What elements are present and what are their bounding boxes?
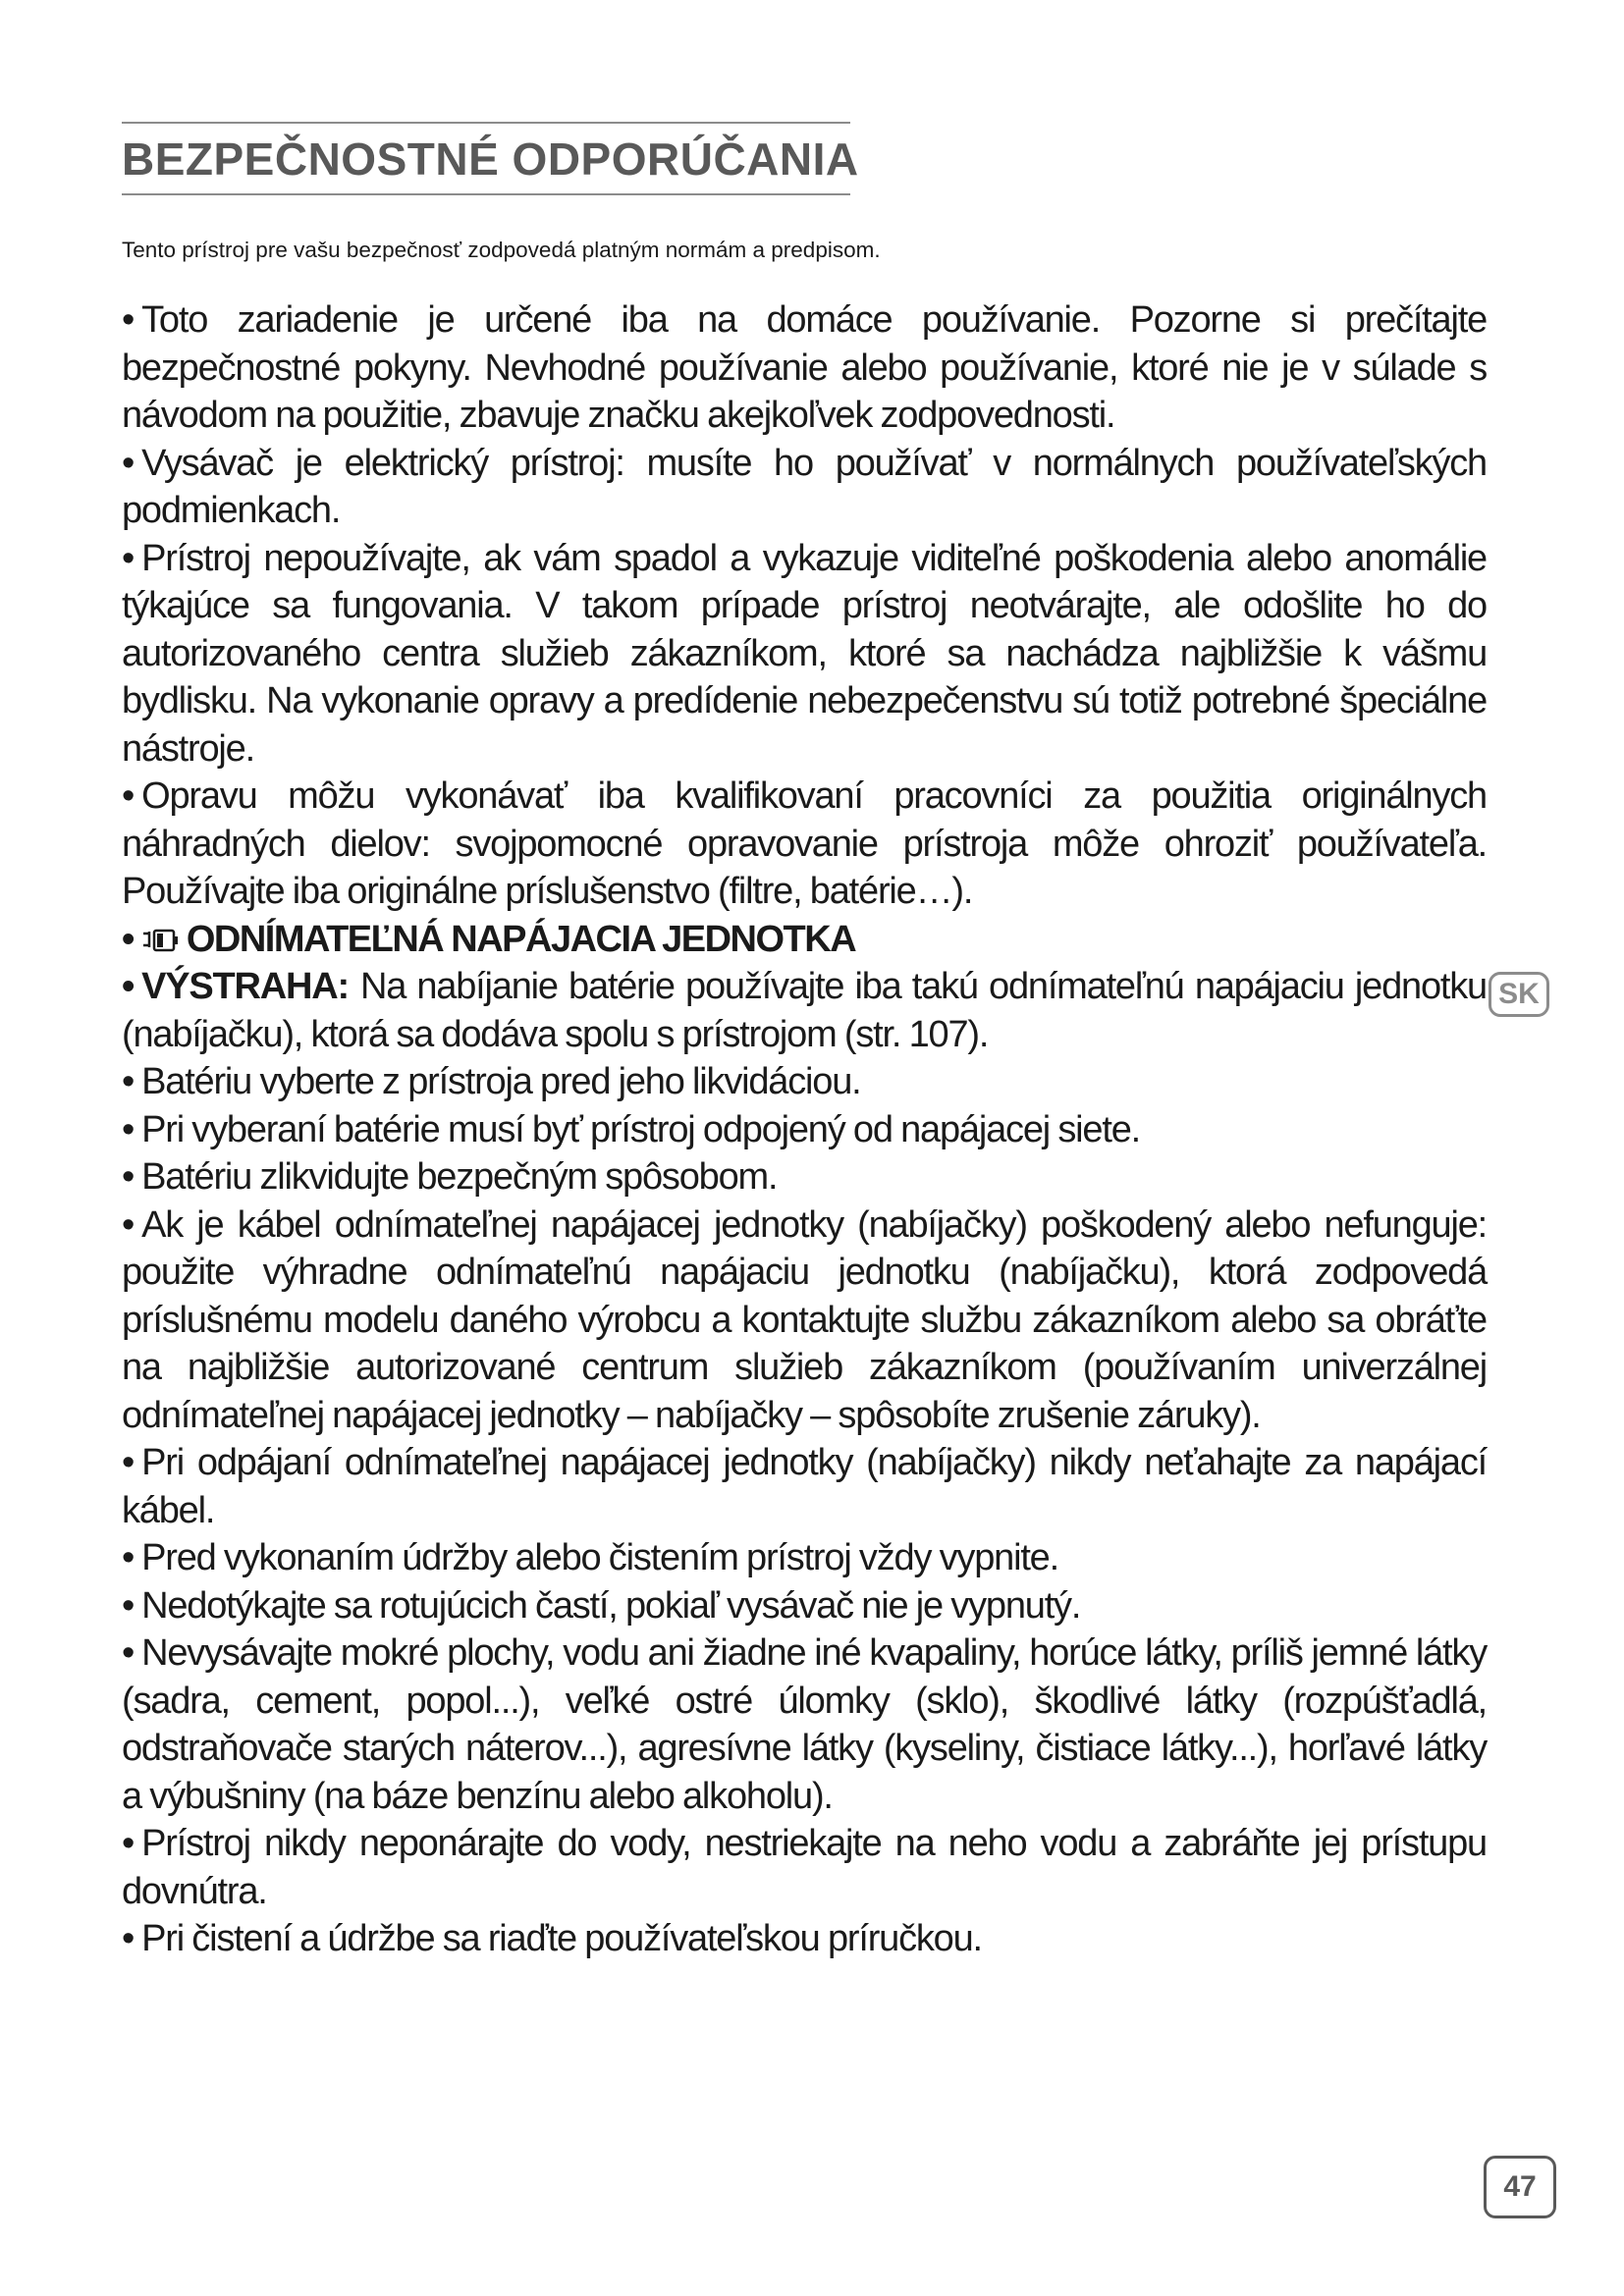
bullet-mark: • — [122, 918, 134, 960]
bullet-mark: • — [122, 775, 135, 817]
title-rule-bottom — [122, 193, 850, 195]
list-item: • Pri čistení a údržbe sa riaďte používateľskou príručkou. — [122, 1918, 982, 1959]
bullet-mark: • — [122, 299, 135, 341]
page-title: BEZPEČNOSTNÉ ODPORÚČANIA — [122, 133, 859, 185]
list-item: • Ak je kábel odnímateľnej napájacej jednotky (nabíjačky) poškodený alebo nefunguje: použite výhradne odnímateľnú napájaciu jednotku (nabíjačku), ktorá zodpovedá príslušnému modelu daného výrobcu a kontaktujte službu zákazníkom alebo sa obráťte na najbližšie autorizované centrum služieb zákazníkom (používaním univerzálnej odnímateľnej napájacej jednotky – nabíjačky – spôsobíte zrušenie záruky). — [122, 1203, 1487, 1436]
bullet-mark: • — [122, 537, 135, 579]
list-item: • Toto zariadenie je určené iba na domáce používanie. Pozorne si prečítajte bezpečnostné pokyny. Nevhodné používanie alebo používanie, ktoré nie je v súlade s návodom na použitie, zbavuje značku akejkoľvek zodpovednosti. — [122, 299, 1487, 436]
bullet-mark: • — [122, 1203, 135, 1246]
list-item: • Nedotýkajte sa rotujúcich častí, pokiaľ vysávač nie je vypnutý. — [122, 1584, 1081, 1627]
list-item: • Pred vykonaním údržby alebo čistením prístroj vždy vypnite. — [122, 1537, 1058, 1578]
title-rule-top — [122, 122, 850, 124]
bullet-mark: • — [122, 1584, 135, 1627]
bullet-mark: • — [122, 966, 135, 1007]
bullet-mark: • — [122, 1156, 135, 1198]
warning-item: • VÝSTRAHA: Na nabíjanie batérie používajte iba takú odnímateľnú napájaciu jednotku (nabíjačku), ktorá sa dodáva spolu s prístrojom (str. 107). — [122, 966, 1487, 1055]
bullet-mark: • — [122, 1918, 135, 1959]
section-heading: • ODNÍMATEĽNÁ NAPÁJACIA JEDNOTKA — [122, 918, 856, 960]
list-item: • Batériu zlikvidujte bezpečným spôsobom. — [122, 1156, 778, 1198]
list-item: • Batériu vyberte z prístroja pred jeho likvidáciou. — [122, 1061, 861, 1102]
page-number: 47 — [1484, 2156, 1556, 2218]
list-item: • Nevysávajte mokré plochy, vodu ani žiadne iné kvapaliny, horúce látky, príliš jemné látky (sadra, cement, popol...), veľké ostré úlomky (sklo), škodlivé látky (rozpúšťadlá, odstraňovače starých náterov...), agresívne látky (kyseliny, čistiace látky...), horľavé látky a výbušniny (na báze benzínu alebo alkoholu). — [122, 1632, 1487, 1817]
bullet-mark: • — [122, 1632, 135, 1674]
bullet-mark: • — [122, 1108, 135, 1150]
bullet-mark: • — [122, 1061, 135, 1102]
list-item: • Vysávač je elektrický prístroj: musíte ho používať v normálnych používateľských podmienkach. — [122, 442, 1487, 531]
bullet-mark: • — [122, 1823, 135, 1864]
list-item: • Opravu môžu vykonávať iba kvalifikovaní pracovníci za použitia originálnych náhradných dielov: svojpomocné opravovanie prístroja môže ohroziť používateľa. Používajte iba originálne príslušenstvo (filtre, batérie…). — [122, 775, 1487, 912]
list-item: • Pri vyberaní batérie musí byť prístroj odpojený od napájacej siete. — [122, 1108, 1140, 1150]
bullet-mark: • — [122, 442, 135, 484]
battery-charger-icon — [141, 926, 185, 955]
bullet-mark: • — [122, 1442, 135, 1483]
intro-text: Tento prístroj pre vašu bezpečnosť zodpovedá platným normám a predpisom. — [122, 238, 881, 262]
list-item: • Pri odpájaní odnímateľnej napájacej jednotky (nabíjačky) nikdy neťahajte za napájací kábel. — [122, 1442, 1487, 1531]
warning-label: VÝSTRAHA: — [141, 966, 349, 1007]
safety-list — [122, 296, 1487, 1963]
language-tab: SK — [1489, 972, 1549, 1017]
bullet-mark: • — [122, 1537, 135, 1578]
list-item: • Prístroj nepoužívajte, ak vám spadol a vykazuje viditeľné poškodenia alebo anomálie týkajúce sa fungovania. V takom prípade prístroj neotvárajte, ale odošlite ho do autorizovaného centra služieb zákazníkom, ktoré sa nachádza najbližšie k vášmu bydlisku. Na vykonanie opravy a predídenie nebezpečenstvu sú totiž potrebné špeciálne nástroje. — [122, 537, 1487, 770]
list-item: • Prístroj nikdy neponárajte do vody, nestriekajte na neho vodu a zabráňte jej prístupu dovnútra. — [122, 1823, 1487, 1912]
